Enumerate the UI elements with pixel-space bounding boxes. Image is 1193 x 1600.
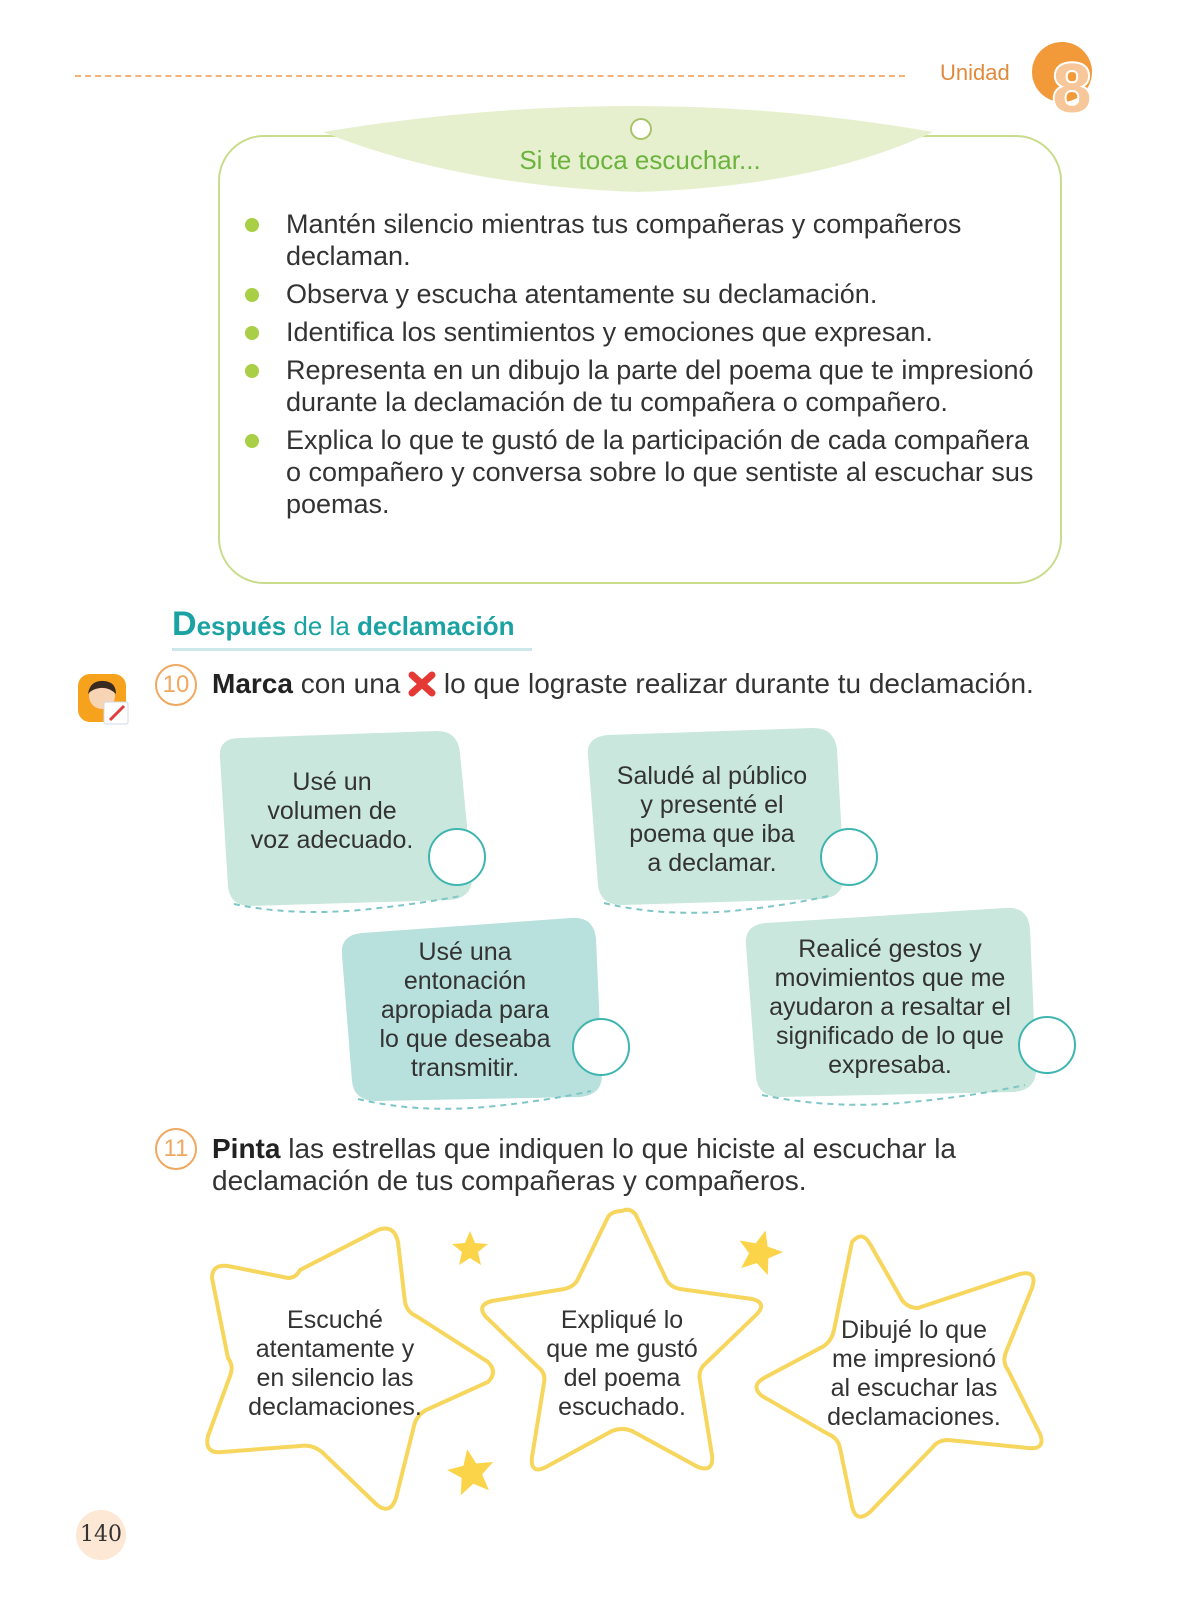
star-2-text: Expliqué lo que me gustó del poema escuchado. [546,1306,698,1421]
card-2-text: Saludé al público y presenté el poema que iba a declamar. [616,762,808,877]
activity-number-10: 10 [155,664,197,706]
list-item: Representa en un dibujo la parte del poema que te impresionó durante la declamación de tu compañera o compañero. [240,354,1040,418]
list-item: Mantén silencio mientras tus compañeras y compañeros declaman. [240,208,1040,272]
red-x-mark-icon [408,671,436,697]
list-item: Observa y escucha atentamente su declamación. [240,278,1040,310]
card-2-checkbox[interactable] [820,828,878,886]
bullet-icon [245,326,259,340]
activity-10-instruction: Marca con una lo que lograste realizar durante tu declamación. [212,668,1034,699]
card-3-text: Usé una entonación apropiada para lo que deseaba transmitir. [379,938,551,1082]
card-3-checkbox[interactable] [572,1018,630,1076]
bullet-icon [245,364,259,378]
star-3-text: Dibujé lo que me impresionó al escuchar las declamaciones. [827,1316,1001,1431]
card-4-text: Realicé gestos y movimientos que me ayudaron a resaltar el significado de lo que expresaba. [769,935,1011,1079]
bullet-icon [245,218,259,232]
listen-box-title: Si te toca escuchar... [519,145,761,175]
student-writing-icon [76,672,134,730]
listen-tips-list [240,208,1040,526]
star-1-text: Escuché atentamente y en silencio las declamaciones. [248,1306,422,1421]
page-number: 140 [76,1510,126,1560]
list-item: Identifica los sentimientos y emociones que expresan. [240,316,1040,348]
section-underline [172,648,532,651]
unit-label: Unidad [940,60,1010,85]
section-heading: Después de la declamación [172,605,515,643]
bullet-icon [245,288,259,302]
card-1-checkbox[interactable] [428,828,486,886]
card-1-text: Usé un volumen de voz adecuado. [250,768,414,854]
list-item: Explica lo que te gustó de la participación de cada compañera o compañero y conversa sobre lo que sentiste al escuchar sus poemas. [240,424,1040,520]
activity-number-11: 11 [155,1128,197,1170]
bullet-icon [245,434,259,448]
hanging-ring-icon [630,118,652,140]
activity-11-instruction: Pinta las estrellas que indiquen lo que hiciste al escuchar la declamación de tus compañeras y compañeros. [212,1133,956,1196]
unit-number: 8 [1052,49,1092,118]
card-4-checkbox[interactable] [1018,1016,1076,1074]
header-dashed-line [75,75,905,77]
